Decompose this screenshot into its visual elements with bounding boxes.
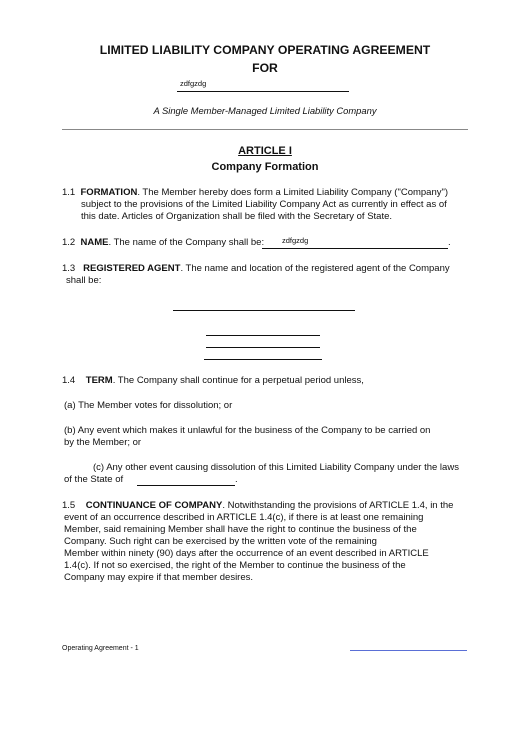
section-1-4-c-line2: of the State of: [64, 474, 124, 485]
document-subtitle: A Single Member-Managed Limited Liability Company: [153, 105, 377, 116]
section-1-5-line2: event of an occurrence described in ARTICLE 1.4(c), if there is at least one remaining: [64, 512, 424, 523]
agent-name-blank: [173, 310, 355, 311]
company-name-fill: zdfgzdg: [180, 79, 207, 88]
section-1-4-c-period: .: [235, 474, 238, 485]
agent-address-blank-1: [206, 335, 320, 336]
section-1-4-c-line1: (c) Any other event causing dissolution of this Limited Liability Company under the laws: [93, 462, 459, 473]
section-1-2-period: .: [448, 237, 451, 248]
article-number: ARTICLE I: [238, 145, 292, 157]
section-1-4-b-line1: (b) Any event which makes it unlawful for the business of the Company to be carried on: [64, 425, 431, 436]
state-blank: [137, 485, 235, 486]
section-1-1-line3: this date. Articles of Organization shall be filed with the Secretary of State.: [81, 211, 393, 222]
company-name-field-value: zdfgzdg: [282, 236, 309, 245]
section-1-5-line4: Company. Such right can be exercised by the written vote of the remaining: [64, 536, 377, 547]
section-1-4-b-line2: by the Member; or: [64, 437, 142, 448]
section-1-5-line3: Member, said remaining Member shall have the right to continue the business of the: [64, 524, 417, 535]
document-title: LIMITED LIABILITY COMPANY OPERATING AGREEMENT: [99, 43, 431, 57]
agent-address-blank-2: [206, 347, 320, 348]
company-name-underline: [177, 91, 349, 92]
section-1-5-line7: Company may expire if that member desires.: [64, 572, 254, 583]
section-1-4-a: (a) The Member votes for dissolution; or: [64, 400, 233, 411]
section-1-4-intro: 1.4 TERM. The Company shall continue for a perpetual period unless,: [62, 375, 364, 386]
section-1-3-line2: shall be:: [66, 275, 102, 286]
article-heading: Company Formation: [211, 161, 319, 173]
section-1-5-line6: 1.4(c). If not so exercised, the right of the Member to continue the business of the: [64, 560, 406, 571]
section-1-1-line2: subject to the provisions of the Limited Liability Company Act as currently in effect as of: [81, 199, 447, 210]
footer-page-label: Operating Agreement - 1: [62, 645, 139, 652]
header-divider: [62, 129, 468, 130]
section-1-1-line1: 1.1 FORMATION. The Member hereby does form a Limited Liability Company ("Company"): [62, 187, 449, 198]
footer-rule: [350, 650, 467, 651]
section-1-5-line1: 1.5 CONTINUANCE OF COMPANY. Notwithstanding the provisions of ARTICLE 1.4, in the: [62, 500, 454, 511]
section-1-5-line5: Member within ninety (90) days after the occurrence of an event described in ARTICLE: [64, 548, 429, 559]
section-1-2: 1.2 NAME. The name of the Company shall be:: [62, 237, 265, 248]
agent-address-blank-3: [204, 359, 322, 360]
document-title-for: FOR: [252, 61, 278, 75]
section-1-3-line1: 1.3 REGISTERED AGENT. The name and location of the registered agent of the Company: [62, 263, 450, 274]
company-name-field-underline: [262, 248, 448, 249]
